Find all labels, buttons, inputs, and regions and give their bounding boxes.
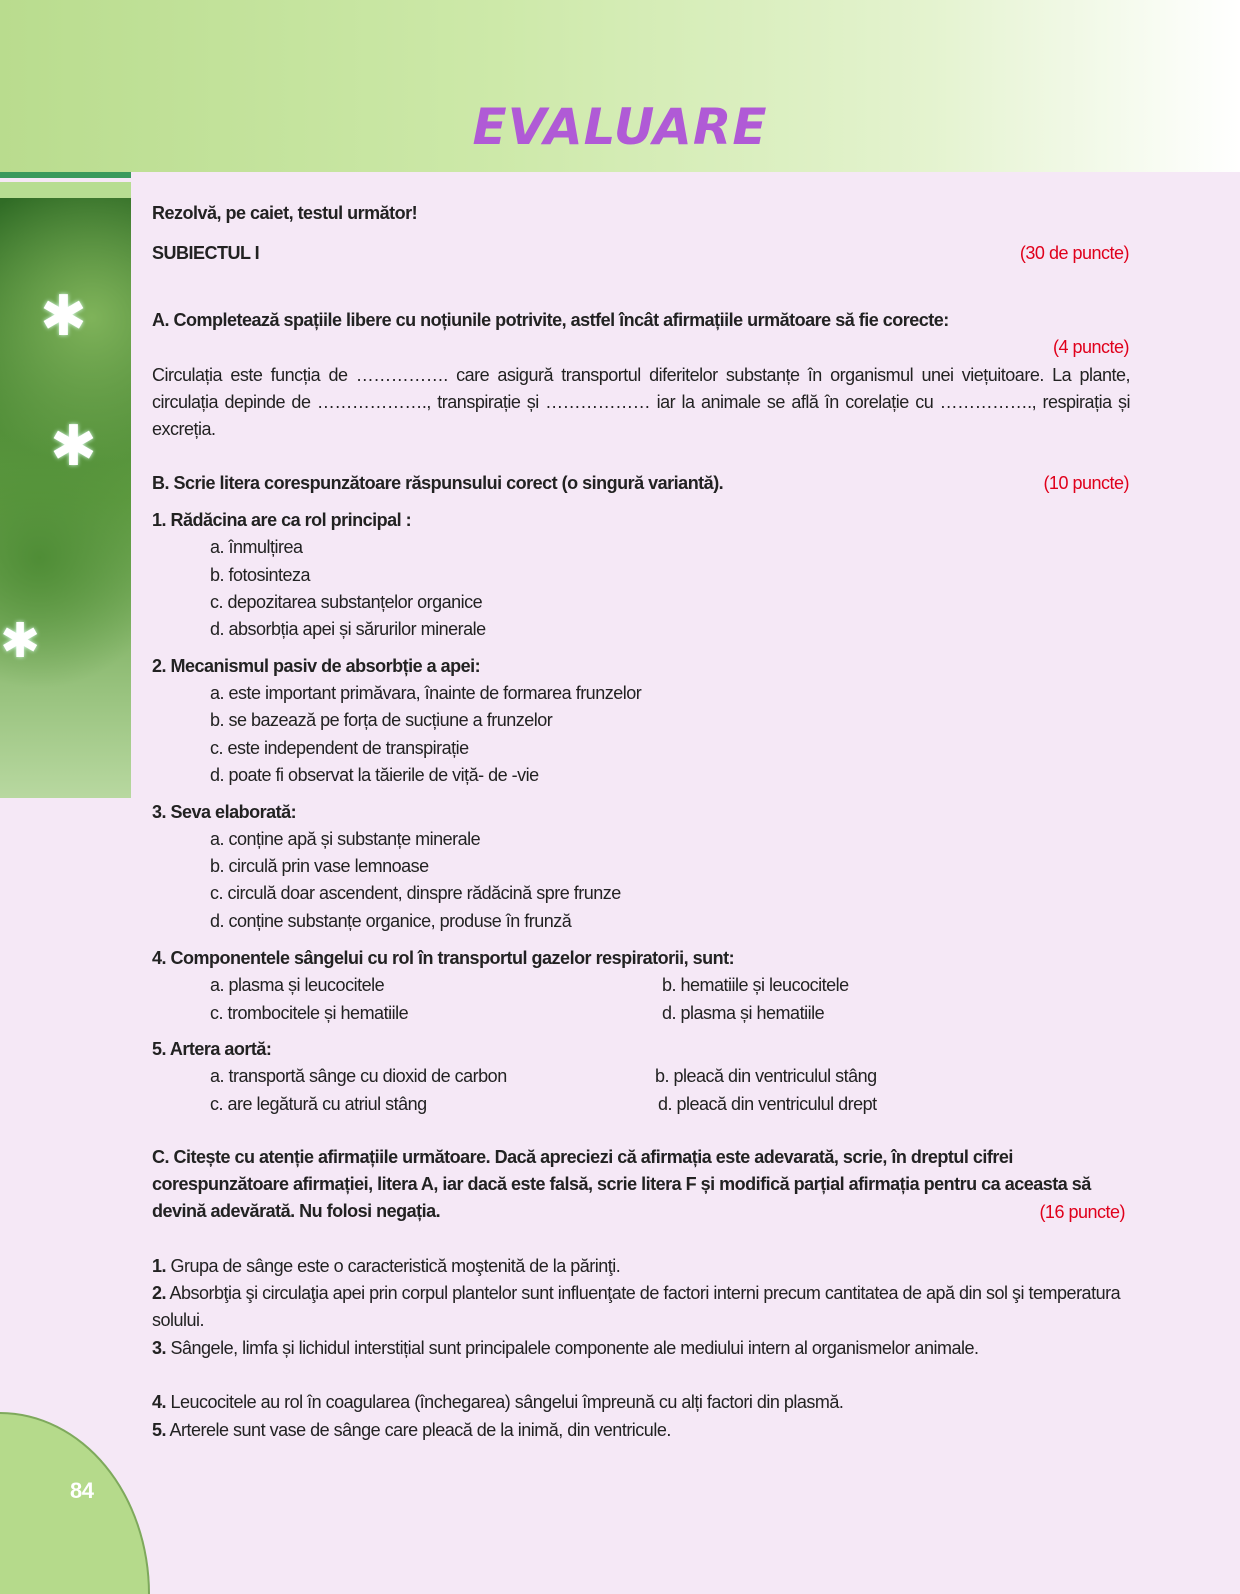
option: c. este independent de transpirație [210, 738, 469, 758]
flower-icon: ✱ [0, 615, 40, 668]
section-c-heading: C. Citește cu atenție afirmațiile următoare. Dacă apreciezi că afirmația este adevarată, scrie, în dreptul cifrei corespunzătoare afirmației, litera A, iar dacă este falsă, scrie litera F și modifică parțial afirmația pentru ca aceasta să devină adevărată. Nu folosi negația. [152, 1147, 1091, 1221]
option: b. pleacă din ventriculul stâng [655, 1066, 877, 1086]
option: d. pleacă din ventriculul drept [658, 1094, 877, 1114]
statement-number: 3. [152, 1338, 167, 1358]
option: b. fotosinteza [210, 565, 311, 585]
statement-2 [152, 1280, 1130, 1334]
option: d. poate fi observat la tăierile de viță- de -vie [210, 765, 539, 785]
statement-4 [152, 1389, 1130, 1416]
section-c-points: (16 puncte) [1039, 1202, 1125, 1222]
subject-label: SUBIECTUL I [152, 243, 260, 263]
divider [0, 172, 131, 178]
statement-1 [152, 1253, 1130, 1280]
option: d. absorbția apei și sărurilor minerale [210, 619, 486, 639]
statement-text: Arterele sunt vase de sânge care pleacă de la inimă, din ventricule. [166, 1420, 671, 1440]
option: d. conține substanțe organice, produse în frunză [210, 911, 572, 931]
section-a-heading: A. Completează spațiile libere cu noțiunile potrivite, astfel încât afirmațiile următoare să fie corecte: [152, 310, 949, 330]
option: c. are legătură cu atriul stâng [210, 1094, 427, 1114]
statement-number: 2. [152, 1283, 167, 1303]
statement-number: 1. [152, 1256, 167, 1276]
option: a. înmulțirea [210, 537, 303, 557]
option: b. circulă prin vase lemnoase [210, 856, 429, 876]
instruction: Rezolvă, pe caiet, testul următor! [152, 203, 418, 223]
subject-points: (30 de puncte) [1019, 243, 1129, 263]
section-b-heading: B. Scrie litera corespunzătoare răspunsului corect (o singură variantă). [152, 473, 724, 493]
question-4: 4. Componentele sângelui cu rol în transportul gazelor respiratorii, sunt: [152, 948, 735, 968]
option: b. se bazează pe forța de sucțiune a frunzelor [210, 710, 553, 730]
statement-text: Sângele, limfa și lichidul interstițial sunt principalele componente ale mediului intern al organismelor animale. [166, 1338, 979, 1358]
option: a. plasma și leucocitele [210, 975, 385, 995]
statement-number: 4. [152, 1392, 167, 1412]
option: a. este important primăvara, înainte de formarea frunzelor [210, 683, 642, 703]
option: a. transportă sânge cu dioxid de carbon [210, 1066, 507, 1086]
option: c. depozitarea substanțelor organice [210, 592, 483, 612]
flower-icon: ✱ [40, 284, 87, 347]
statement-number: 5. [152, 1420, 167, 1440]
statement-text: Absorbţia şi circulaţia apei prin corpul plantelor sunt influenţate de factori interni precum cantitatea de apă din sol şi temperatura solului. [152, 1283, 1121, 1330]
page-number: 84 [70, 1478, 94, 1503]
section-a-text: Circulația este funcția de ……………. care asigură transportul diferitelor substanțe în organismul unei viețuitoare. La plante, circulația depinde de ………………., transpirație și ……………… iar la animale se află în corelație cu ……………., respirația și excreția. [152, 365, 1130, 439]
statement-3 [152, 1335, 1130, 1362]
option: a. conține apă și substanțe minerale [210, 829, 481, 849]
option: d. plasma și hematiile [662, 1003, 825, 1023]
statement-text: Grupa de sânge este o caracteristică moştenită de la părinţi. [166, 1256, 621, 1276]
question-3: 3. Seva elaborată: [152, 802, 297, 822]
question-2: 2. Mecanismul pasiv de absorbție a apei: [152, 656, 481, 676]
page-title: EVALUARE [472, 98, 768, 156]
section-a-points: (4 puncte) [1052, 337, 1129, 357]
divider-strip [0, 182, 131, 198]
flower-icon: ✱ [50, 414, 97, 477]
question-1: 1. Rădăcina are ca rol principal : [152, 510, 412, 530]
option: c. circulă doar ascendent, dinspre rădăcină spre frunze [210, 883, 621, 903]
statement-text: Leucocitele au rol în coagularea (închegarea) sângelui împreună cu alți factori din plasmă. [166, 1392, 844, 1412]
option: b. hematiile și leucocitele [662, 975, 849, 995]
section-b-points: (10 puncte) [1043, 473, 1129, 493]
jasmine-flowers-photo [0, 198, 131, 798]
option: c. trombocitele și hematiile [210, 1003, 409, 1023]
question-5: 5. Artera aortă: [152, 1039, 272, 1059]
statement-5 [152, 1417, 1130, 1444]
